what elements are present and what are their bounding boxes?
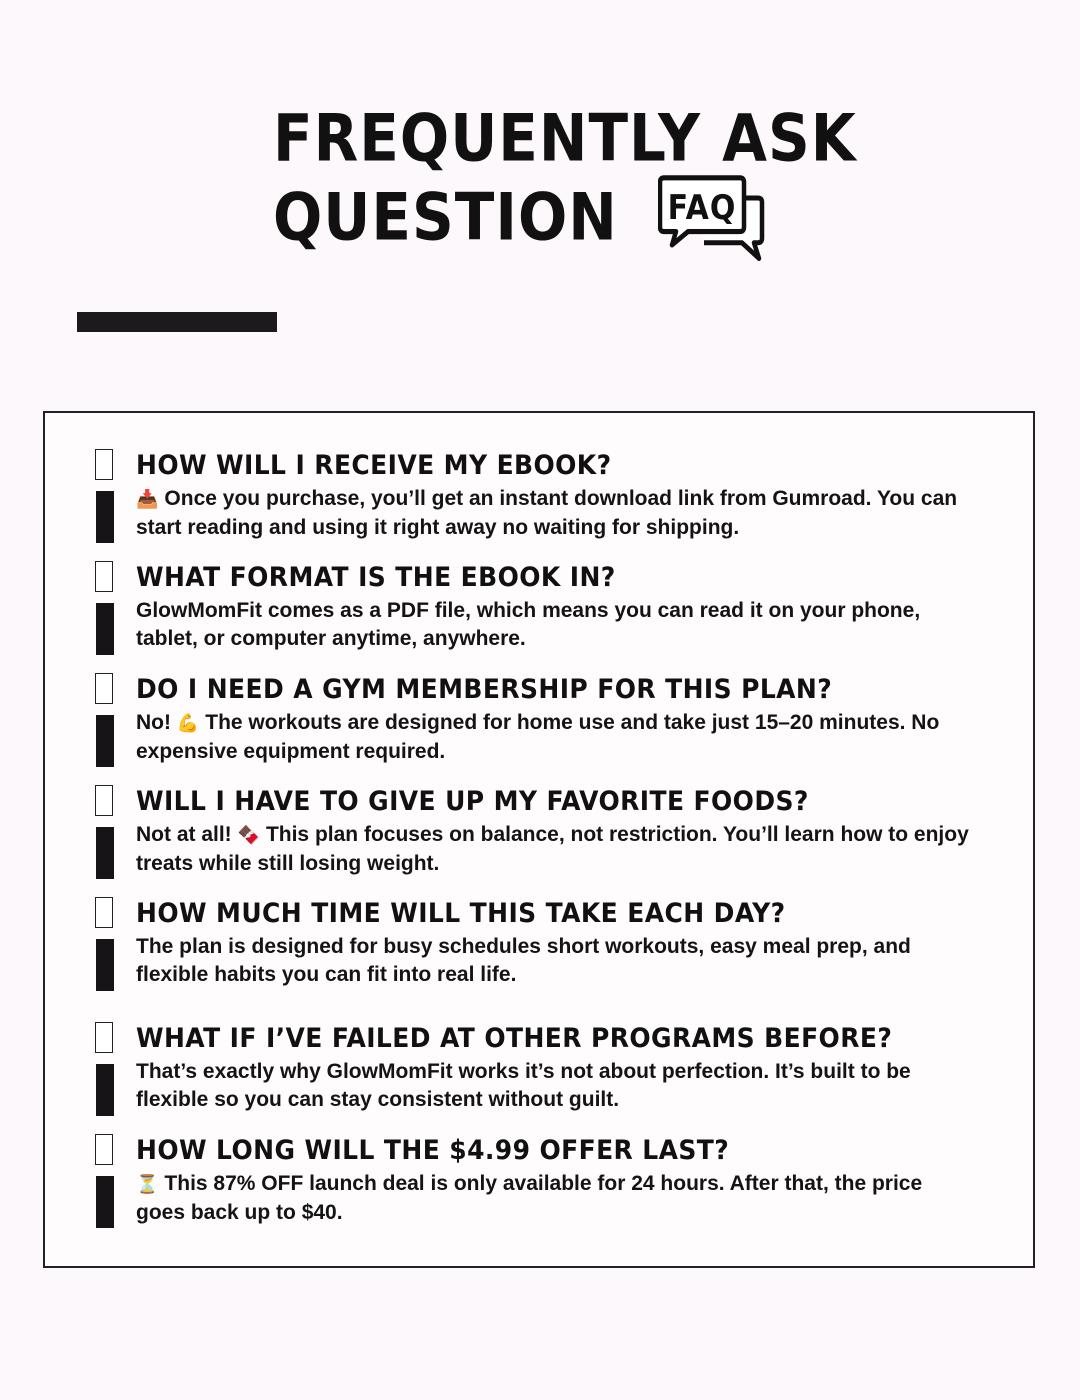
faq-speech-bubble-icon (658, 173, 766, 265)
faq-marker (96, 1064, 114, 1116)
faq-marker (96, 1176, 114, 1228)
faq-checkbox[interactable] (95, 673, 113, 704)
hourglass-icon: ⏳ (136, 1174, 159, 1195)
faq-answer-block (136, 709, 976, 766)
faq-answer: The plan is designed for busy schedules short workouts, easy meal prep, and flexible habits you can fit into real life. (136, 935, 911, 986)
faq-checkbox[interactable] (95, 561, 113, 592)
faq-marker (96, 827, 114, 879)
faq-checkbox[interactable] (95, 1022, 113, 1053)
faq-answer-block (136, 597, 976, 653)
faq-question: HOW WILL I RECEIVE MY EBOOK? (136, 449, 612, 481)
faq-answer: GlowMomFit comes as a PDF file, which means you can read it on your phone, tablet, or computer anytime, anywhere. (136, 599, 921, 650)
faq-checkbox[interactable] (95, 785, 113, 816)
faq-marker (96, 939, 114, 991)
faq-answer-prefix: Not at all! (136, 823, 232, 846)
faq-marker (96, 491, 114, 543)
faq-answer-block (136, 933, 976, 989)
faq-answer: This 87% OFF launch deal is only available for 24 hours. After that, the price goes back up to $40. (136, 1172, 923, 1224)
download-icon: 📥 (136, 489, 159, 510)
faq-answer-block (136, 485, 976, 542)
faq-checkbox[interactable] (95, 897, 113, 928)
faq-marker (96, 603, 114, 655)
faq-question: HOW MUCH TIME WILL THIS TAKE EACH DAY? (136, 897, 786, 929)
faq-question: WHAT FORMAT IS THE EBOOK IN? (136, 561, 616, 593)
faq-checkbox[interactable] (95, 449, 113, 480)
faq-answer-block (136, 1058, 976, 1114)
faq-question: HOW LONG WILL THE $4.99 OFFER LAST? (136, 1134, 730, 1166)
faq-box (43, 411, 1035, 1268)
chocolate-bar-icon: 🍫 (237, 825, 260, 846)
accent-bar (77, 312, 277, 332)
faq-question: DO I NEED A GYM MEMBERSHIP FOR THIS PLAN? (136, 673, 833, 705)
faq-question: WHAT IF I’VE FAILED AT OTHER PROGRAMS BEFORE? (136, 1022, 893, 1054)
faq-question: WILL I HAVE TO GIVE UP MY FAVORITE FOODS? (136, 785, 809, 817)
faq-answer-prefix: No! (136, 711, 171, 734)
faq-answer: Once you purchase, you’ll get an instant download link from Gumroad. You can start reading and using it right away no waiting for shipping. (136, 487, 958, 539)
faq-checkbox[interactable] (95, 1134, 113, 1165)
title-line-1: FREQUENTLY ASK (273, 99, 857, 177)
faq-answer: The workouts are designed for home use and take just 15–20 minutes. No expensive equipment required. (136, 711, 940, 763)
title-line-2: QUESTION (273, 178, 618, 256)
faq-answer-block (136, 821, 976, 878)
faq-answer: That’s exactly why GlowMomFit works it’s not about perfection. It’s built to be flexible so you can stay consistent without guilt. (136, 1060, 911, 1111)
faq-answer-block (136, 1170, 976, 1227)
faq-marker (96, 715, 114, 767)
faq-answer: This plan focuses on balance, not restriction. You’ll learn how to enjoy treats while still losing weight. (136, 823, 969, 875)
flexed-biceps-icon: 💪 (176, 713, 200, 734)
faq-icon-text: FAQ (667, 187, 737, 228)
page-title (273, 100, 893, 258)
title-line-2-row (273, 171, 893, 263)
